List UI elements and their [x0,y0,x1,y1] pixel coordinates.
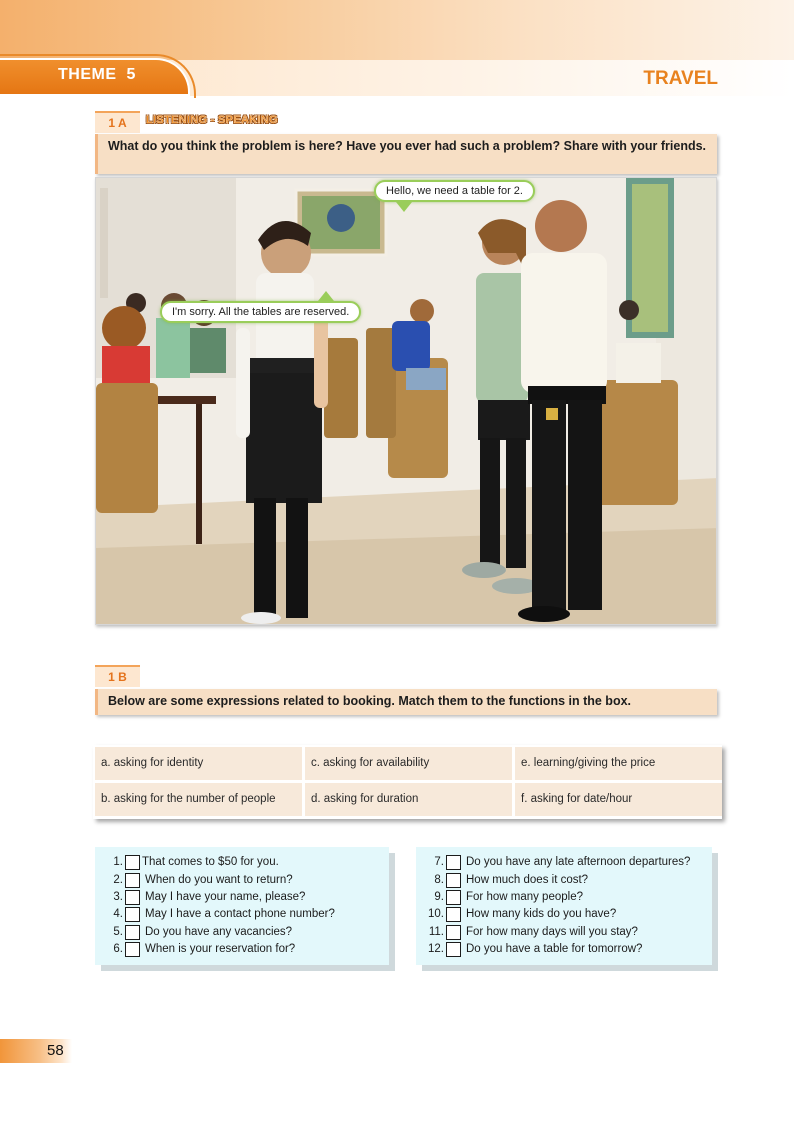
customer-bubble-tail [396,202,412,212]
customer-speech-text: Hello, we need a table for 2. [386,185,523,197]
function-a: a. asking for identity [95,747,302,780]
function-b: b. asking for the number of people [95,783,302,816]
customer-speech-bubble [374,180,535,202]
question-text: That comes to $50 for you. [142,856,279,868]
question-text: May I have your name, please? [145,891,306,903]
answer-checkbox[interactable] [125,907,140,922]
question-number: 11. [428,926,444,938]
answer-checkbox[interactable] [125,890,140,905]
answer-checkbox[interactable] [125,942,140,957]
theme-number: 5 [126,66,136,83]
answer-checkbox[interactable] [446,942,461,957]
question-text: Do you have any vacancies? [145,926,293,938]
unit-title: TRAVEL [643,68,718,89]
question-number: 2. [113,874,123,886]
question-number: 12. [428,943,444,955]
question-number: 10. [428,908,444,920]
question-number: 1. [113,856,123,868]
restaurant-photo [95,177,717,625]
answer-checkbox[interactable] [125,873,140,888]
section-1a-tag: 1 A [95,111,140,133]
question-number: 5. [113,926,123,938]
theme-label [58,66,136,84]
answer-checkbox[interactable] [446,925,461,940]
question-text: When is your reservation for? [145,943,296,955]
restaurant-scene-illustration [96,178,717,625]
theme-word: THEME [58,66,117,83]
skill-label: LISTENING - SPEAKING [146,114,278,126]
page-number: 58 [47,1042,64,1059]
question-number: 9. [434,891,444,903]
question-number: 3. [113,891,123,903]
waiter-speech-text: I'm sorry. All the tables are reserved. [172,306,350,318]
question-number: 7. [434,856,444,868]
question-text: May I have a contact phone number? [145,908,335,920]
function-d: d. asking for duration [305,783,512,816]
waiter-bubble-tail [318,291,334,301]
question-number: 6. [113,943,123,955]
answer-checkbox[interactable] [446,890,461,905]
answer-checkbox[interactable] [446,907,461,922]
question-number: 8. [434,874,444,886]
answer-checkbox[interactable] [446,873,461,888]
function-e: e. learning/giving the price [515,747,722,780]
question-text: How many kids do you have? [466,908,617,920]
waiter-speech-bubble [160,301,361,323]
question-text: How much does it cost? [466,874,589,886]
question-number: 4. [113,908,123,920]
function-f: f. asking for date/hour [515,783,722,816]
section-1b-tag: 1 B [95,665,140,687]
functions-box [93,745,722,819]
question-text: For how many days will you stay? [466,926,638,938]
section-1a-instruction: What do you think the problem is here? Have you ever had such a problem? Share with your friends. [95,134,717,174]
answer-checkbox[interactable] [125,925,140,940]
answer-checkbox[interactable] [446,855,461,870]
question-text: For how many people? [466,891,583,903]
question-text: Do you have any late afternoon departures? [466,856,691,868]
question-text: Do you have a table for tomorrow? [466,943,643,955]
section-1b-instruction: Below are some expressions related to booking. Match them to the functions in the box. [95,689,717,715]
answer-checkbox[interactable] [125,855,140,870]
question-text: When do you want to return? [145,874,293,886]
function-c: c. asking for availability [305,747,512,780]
